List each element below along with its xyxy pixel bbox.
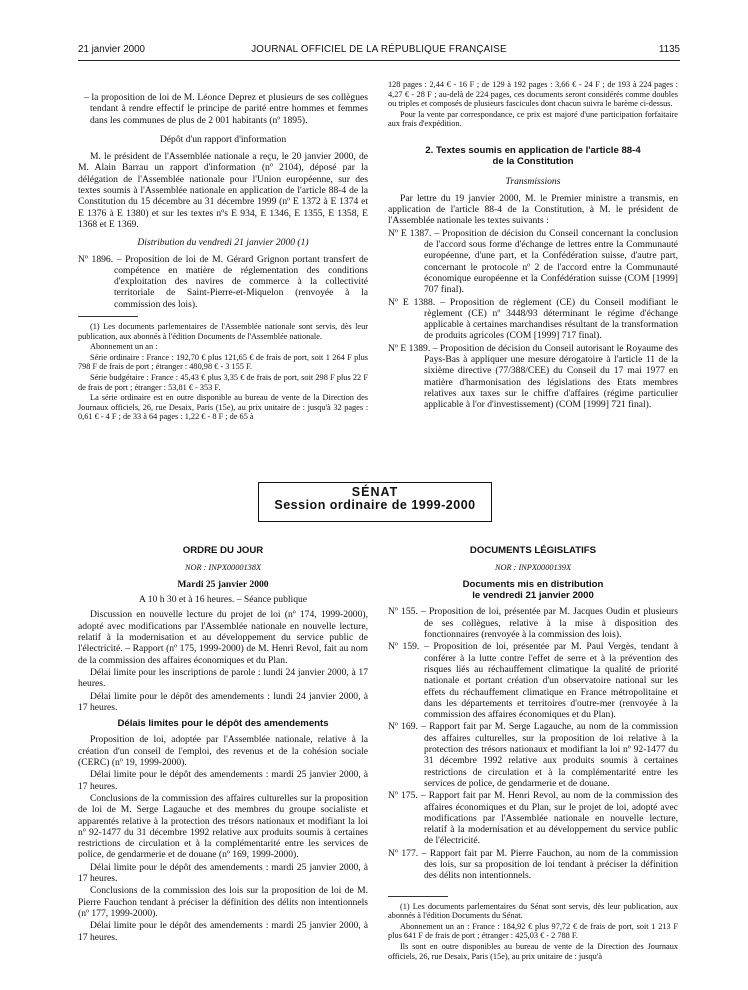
- agenda-p1: Discussion en nouvelle lecture du projet de loi (nº 174, 1999-2000), adopté avec modifications par l'Assemblée nationale en nouvelle lecture, relatif à la modernisation et au développement du service public de l'électricité. – Rapport (nº 175, 1999-2000) de M. Henri Revol, fait au nom de la commission des affaires économiques et du Plan.: [78, 609, 368, 666]
- ordre-du-jour-heading: ORDRE DU JOUR: [182, 545, 264, 556]
- senat-footnote-2: Abonnement un an : France : 184,92 € plus 97,72 € de frais de port, soit 1 213 F plus 641 F de frais de port ; étranger : 425,03 € - 2 788 F.: [388, 921, 678, 941]
- depot-text: M. le président de l'Assemblée nationale a reçu, le 20 janvier 2000, de M. Alain Barrau un rapport d'information (nº 2104), déposé par la délégation de l'Assemblée nationale pour l'Union européenne, sur des textes soumis à l'Assemblée nationale en application de l'article 88-4 de la Constitution du 15 décembre au 31 décembre 1999 (nº E 1372 à E 1374 et E 1376 à E 1380) et sur les textes nºs E 934, E 1346, E 1355, E 1358, E 1368 et E 1369.: [78, 151, 368, 230]
- delais-p8: Conclusions de la commission des lois sur la proposition de loi de M. Pierre Fauchon tendant à préciser la définition des délits non intentionnels (nº 177, 1999-2000).: [78, 885, 368, 919]
- seance-time: A 10 h 30 et à 16 heures. – Séance publique: [138, 594, 308, 606]
- transmissions-text: Par lettre du 19 janvier 2000, M. le Premier ministre a transmis, en application de l'article 88-4 de la Constitution, à M. le président de l'Assemblée nationale les textes suivants :: [388, 192, 678, 227]
- top-left-column: [78, 92, 368, 423]
- item-e1388: Nº E 1388. – Proposition de règlement (CE) du Conseil modifiant le règlement (CE) nº 3448/93 déterminant le régime d'échange applicable à certaines marchandises résultant de la transformation de produits agricoles (COM [1999] 717 final).: [388, 296, 678, 342]
- documents-sub-2: le vendredi 21 janvier 2000: [472, 590, 594, 602]
- header-date: 21 janvier 2000: [78, 44, 145, 55]
- nor-documents: NOR : INPX0000139X: [494, 563, 572, 573]
- depot-title: Dépôt d'un rapport d'information: [159, 133, 287, 145]
- section-title-constitution: de la Constitution: [492, 156, 574, 168]
- doc-169: Nº 169. – Rapport fait par M. Serge Lagauche, au nom de la commission des affaires culturelles, sur la proposition de loi relative à la protection des trésors nationaux et modifiant la loi nº 92-1477 du 31 décembre 1992 relative aux produits soumis à certaines restrictions de circulation et à la complémentarité entre les services de police, de gendarmerie et de douane.: [388, 721, 678, 789]
- footnote-3: Série ordinaire : France : 192,70 € plus 121,65 € de frais de port, soit 1 264 F plus 798 F de frais de port ; étranger : 480,98 € - 3 155 F.: [78, 352, 368, 372]
- delais-p6: Conclusions de la commission des affaires culturelles sur la proposition de loi de M. Serge Lagauche et des membres du groupe socialiste et apparentés relative à la protection des trésors nationaux et modifiant la loi nº 92-1477 du 31 décembre 1992 relative aux produits soumis à certaines restrictions de circulation et à la complémentarité entre les services de police, de gendarmerie et de douane (nº 169, 1999-2000).: [78, 792, 368, 861]
- transmissions-title: Transmissions: [505, 175, 561, 187]
- senat-title: SÉNAT: [351, 485, 399, 499]
- footnote-4: Série budgétaire : France : 45,43 € plus 3,35 € de frais de port, soit 298 F plus 22 F de frais de port ; étranger : 53,81 € - 353 F.: [78, 373, 368, 392]
- journal-title: JOURNAL OFFICIEL DE LA RÉPUBLIQUE FRANÇAISE: [251, 44, 507, 55]
- agenda-p2: Délai limite pour les inscriptions de parole : lundi 24 janvier 2000, à 17 heures.: [78, 666, 368, 690]
- pricing-mail-order: Pour la vente par correspondance, ce prix est majoré d'une participation forfaitaire aux frais d'expédition.: [388, 109, 678, 129]
- meeting-day: Mardi 25 janvier 2000: [177, 578, 269, 590]
- documents-sub-1: Documents mis en distribution: [462, 578, 604, 590]
- footnote-separator: [78, 316, 138, 317]
- bottom-right-column: [388, 545, 678, 962]
- top-right-column: [388, 80, 678, 412]
- senat-box: [258, 482, 492, 522]
- delais-p7: Délai limite pour le dépôt des amendements : mardi 25 janvier 2000, à 17 heures.: [78, 861, 368, 885]
- senat-footnote-1: (1) Les documents parlementaires du Sénat sont servis, dès leur publication, aux abonnés à l'édition Documents du Sénat.: [388, 901, 678, 921]
- delais-p9: Délai limite pour le dépôt des amendements : mardi 25 janvier 2000, à 17 heures.: [78, 920, 368, 943]
- item-e1389: Nº E 1389. – Proposition de décision du Conseil autorisant le Royaume des Pays-Bas à appliquer une mesure dérogatoire à l'article 11 de la sixième directive (77/388/CEE) du Conseil du 17 mai 1977 en matière d'harmonisation des législations des Etats membres relatives aux taxes sur le chiffre d'affaires (régime particulier applicable à l'or d'investissement) (COM [1999] 721 final).: [388, 342, 678, 411]
- footnote-5: La série ordinaire est en outre disponible au bureau de vente de la Direction des Journaux officiels, 26, rue Desaix, Paris (15e), au prix unitaire de : jusqu'à 32 pages : 0,61 € - 4 F ; de 33 à 64 pages : 1,22 € - 8 F ; de 65 à: [78, 393, 368, 422]
- item-1895: – la proposition de loi de M. Léonce Deprez et plusieurs de ses collègues tendant à rendre effectif le principe de parité entre hommes et femmes dans les communes de plus de 2 001 habitants (nº 1895).: [84, 92, 368, 126]
- item-1896: Nº 1896. – Proposition de loi de M. Gérard Grignon portant transfert de compétence en matière de réglementation des conditions d'exploitation des navires de commerce à la collectivité territoriale de Saint-Pierre-et-Miquelon (renvoyée à la commission des lois).: [78, 253, 368, 310]
- agenda-p3: Délai limite pour le dépôt des amendements : lundi 24 janvier 2000, à 17 heures.: [78, 690, 368, 713]
- nor-ordre: NOR : INPX0000138X: [184, 563, 262, 573]
- doc-177: Nº 177. – Rapport fait par M. Pierre Fauchon, au nom de la commission des lois, sur sa proposition de loi tendant à préciser la définition des délits non intentionnels.: [388, 847, 678, 882]
- doc-159: Nº 159. – Proposition de loi, présentée par M. Paul Vergès, tendant à conférer à la lutte contre l'effet de serre et à la prévention des risques liés au réchauffement climatique la qualité de priorité nationale et portant création d'un observatoire national sur les effets du réchauffement climatique en France métropolitaine et dans les départements et territoires d'outre-mer (renvoyée à la commission des affaires économiques et du Plan).: [388, 641, 678, 721]
- doc-175: Nº 175. – Rapport fait par M. Henri Revol, au nom de la commission des affaires économiques et du Plan, sur le projet de loi, adopté avec modifications par l'Assemblée nationale en nouvelle lecture, relatif à la modernisation et au développement du service public de l'électricité.: [388, 790, 678, 847]
- documents-heading: DOCUMENTS LÉGISLATIFS: [469, 545, 597, 556]
- bottom-left-column: [78, 545, 368, 944]
- distribution-title: Distribution du vendredi 21 janvier 2000 (1): [137, 237, 309, 249]
- doc-155: Nº 155. – Proposition de loi, présentée par M. Jacques Oudin et plusieurs de ses collègues, relative à la mise à disposition des fonctionnaires (renvoyée à la commission des lois).: [388, 606, 678, 641]
- delais-p4: Proposition de loi, adoptée par l'Assemblée nationale, relative à la création d'un conseil de l'emploi, des revenus et de la cohésion sociale (CERC) (nº 19, 1999-2000).: [78, 734, 368, 769]
- pricing-continued: 128 pages : 2,44 € - 16 F ; de 129 à 192 pages : 3,66 € - 24 F ; de 193 à 224 pages : 4,27 € - 28 F ; au-delà de 224 pages, ces documents seront considérés comme doubles ou triples et composés de plusieurs fascicules dont chacun suivra le barème ci-dessus.: [388, 80, 678, 109]
- footnote-1: (1) Les documents parlementaires de l'Assemblée nationale sont servis, dès leur publication, aux abonnés à l'édition Documents de l'Assemblée nationale.: [78, 322, 368, 341]
- section-title-88-4: 2. Textes soumis en application de l'article 88-4: [425, 144, 641, 156]
- page-header: [78, 44, 680, 58]
- delais-p5: Délai limite pour le dépôt des amendements : mardi 25 janvier 2000, à 17 heures.: [78, 769, 368, 792]
- senat-footnote-separator: [388, 896, 448, 897]
- senat-session: Session ordinaire de 1999-2000: [274, 498, 476, 513]
- footnote-2: Abonnement un an :: [90, 342, 158, 352]
- senat-footnote-3: Ils sont en outre disponibles au bureau de vente de la Direction des Journaux officiels, 26, rue Desaix, Paris (15e), au prix unitaire de : jusqu'à: [388, 941, 678, 961]
- header-rule: [78, 60, 680, 61]
- delais-title: Délais limites pour le dépôt des amendements: [117, 718, 329, 730]
- item-e1387: Nº E 1387. – Proposition de décision du Conseil concernant la conclusion de l'accord sous forme d'échange de lettres entre la Communauté européenne, d'une part, et la Confédération suisse, d'autre part, concernant le protocole nº 2 de l'accord entre la Communauté économique européenne et la Confédération suisse (COM [1999] 707 final).: [388, 227, 678, 296]
- page-number: 1135: [658, 44, 680, 55]
